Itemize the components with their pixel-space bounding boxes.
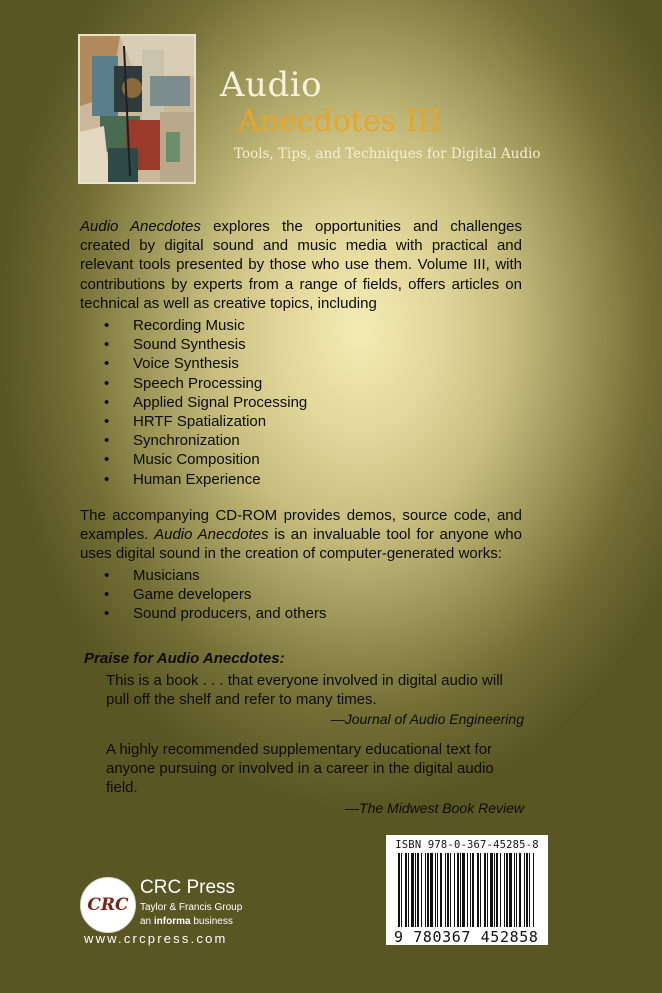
barcode-bar (467, 853, 468, 927)
list-item: • Voice Synthesis (104, 354, 307, 373)
barcode-bar (480, 853, 481, 927)
barcode-bar (514, 853, 515, 927)
book-title-block (220, 66, 541, 162)
list-item: • Applied Signal Processing (104, 393, 307, 412)
barcode-bar (526, 853, 528, 927)
barcode-bar (487, 853, 488, 927)
quote-text: This is a book . . . that everyone involved in digital audio will pull off the shelf and refer to many times. (106, 672, 503, 709)
barcode-bar (425, 853, 426, 927)
quote-source: —The Midwest Book Review (345, 799, 524, 816)
barcode-bar (477, 853, 479, 927)
barcode-bar (435, 853, 436, 927)
isbn-digits: 9 780367 452858 (394, 928, 539, 946)
business-suffix: business (190, 916, 233, 927)
barcode-bar (506, 853, 508, 927)
barcode-bar (415, 853, 416, 927)
barcode-bar (490, 853, 493, 927)
barcode-bar (440, 853, 442, 927)
intro-text: explores the opportunities and challenges created by digital sound and music media with practical and relevant tools presented by those who use them. Volume III, with contributions by experts from a range of fields, offers articles on technical as well as creative topics, including (80, 218, 523, 312)
barcode-bar (484, 853, 486, 927)
quote-source: —Journal of Audio Engineering (330, 711, 524, 728)
barcode-bar (504, 853, 505, 927)
cdrom-text-after: is an invaluable tool for anyone who uses digital sound in the creation of computer-generated works: (80, 526, 522, 563)
barcode-bar (417, 853, 419, 927)
barcode-bar (430, 853, 433, 927)
list-item: • Sound producers, and others (104, 604, 326, 623)
barcode-bar (460, 853, 461, 927)
intro-emphasis: Audio Anecdotes (80, 218, 201, 235)
topics-list (104, 316, 307, 489)
barcode-bar (500, 853, 501, 927)
barcode-bar (445, 853, 446, 927)
barcode-bar (447, 853, 449, 927)
barcode-bar (519, 853, 521, 927)
cdrom-text-before: The accompanying CD-ROM provides demos, source code, and examples. (80, 507, 522, 544)
cdrom-paragraph (80, 506, 522, 564)
praise-heading: Praise for Audio Anecdotes: (84, 650, 285, 667)
list-item: • Synchronization (104, 431, 307, 450)
barcode-bar (405, 853, 407, 927)
isbn-label: ISBN 978-0-367-45285-8 (395, 839, 539, 851)
barcode-bar (496, 853, 498, 927)
barcode-bar (450, 853, 451, 927)
cdrom-emphasis: Audio Anecdotes (154, 526, 269, 544)
barcode-bar (494, 853, 495, 927)
barcode-bar (529, 853, 530, 927)
publisher-url: www.crcpress.com (84, 931, 228, 946)
barcode-bar (421, 853, 422, 927)
barcode-bar (509, 853, 512, 927)
barcode-bar (470, 853, 471, 927)
barcode-bar (427, 853, 429, 927)
book-title-line2: Anecdotes III (238, 104, 442, 139)
publisher-business (140, 916, 233, 927)
barcode-bar (411, 853, 414, 927)
barcode-bar (516, 853, 517, 927)
barcode-bar (408, 853, 409, 927)
list-item: • Game developers (104, 585, 326, 604)
review-quote (106, 740, 524, 818)
barcode-bar (524, 853, 525, 927)
book-title-line1: Audio (220, 65, 323, 105)
review-quote (106, 671, 524, 730)
barcode-bar (457, 853, 459, 927)
barcode-bar (454, 853, 455, 927)
publisher-group: Taylor & Francis Group (140, 902, 243, 913)
list-item: • Human Experience (104, 470, 307, 489)
barcode-bar (398, 853, 400, 927)
business-bold: informa (153, 916, 191, 927)
list-item: • Musicians (104, 566, 326, 585)
isbn-barcode (386, 835, 548, 945)
barcode-bar (401, 853, 402, 927)
publisher-name: CRC Press (140, 877, 236, 898)
barcode-bars (394, 853, 540, 927)
list-item: • Music Composition (104, 450, 307, 469)
quote-text: A highly recommended supplementary educational text for anyone pursuing or involved in a career in the digital audio field. (106, 741, 494, 797)
book-subtitle: Tools, Tips, and Techniques for Digital Audio (234, 146, 541, 162)
barcode-bar (533, 853, 534, 927)
list-item: • Recording Music (104, 316, 307, 335)
audience-list (104, 566, 326, 624)
list-item: • Speech Processing (104, 374, 307, 393)
intro-paragraph (80, 217, 522, 313)
barcode-bar (472, 853, 474, 927)
cover-painting-image (78, 34, 196, 184)
business-prefix: an (140, 916, 154, 927)
list-item: • HRTF Spatialization (104, 412, 307, 431)
list-item: • Sound Synthesis (104, 335, 307, 354)
barcode-bar (462, 853, 465, 927)
crc-logo-icon: CRC (80, 877, 136, 933)
barcode-bar (437, 853, 438, 927)
